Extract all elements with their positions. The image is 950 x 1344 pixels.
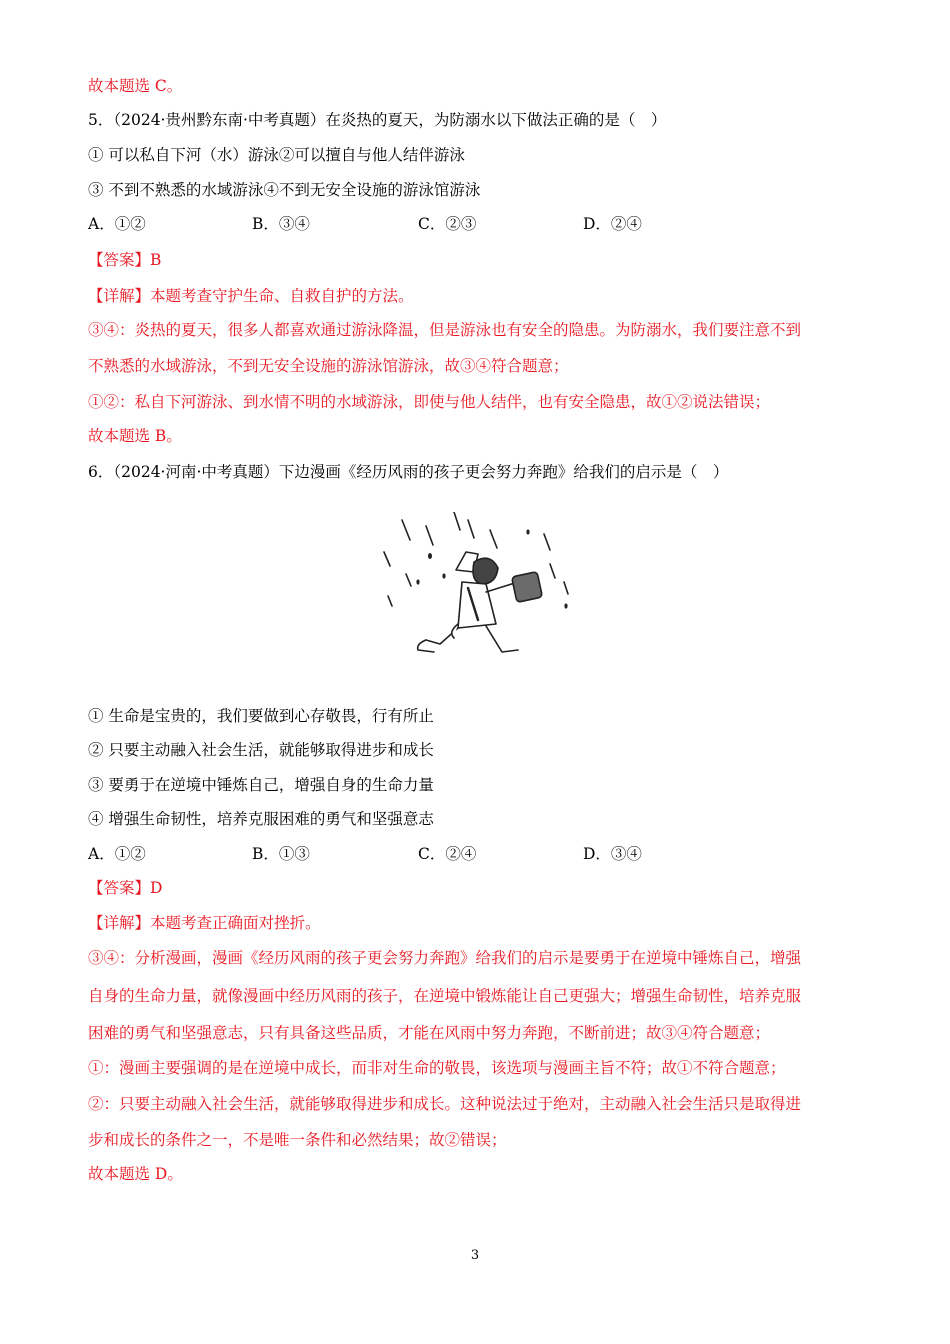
- q6-item1: ① 生命是宝贵的，我们要做到心存敬畏，行有所止: [88, 707, 434, 725]
- q5-answer: 【答案】B: [88, 251, 162, 269]
- q6-option-b: B．①③: [252, 845, 310, 863]
- q6-stem: 6．（2024·河南·中考真题）下边漫画《经历风雨的孩子更会努力奔跑》给我们的启示是（ ）: [88, 463, 729, 481]
- q6-answer: 【答案】D: [88, 879, 163, 897]
- q6-item4: ④ 增强生命韧性，培养克服困难的勇气和坚强意志: [88, 810, 434, 828]
- q6-explanation-1b: 自身的生命力量，就像漫画中经历风雨的孩子，在逆境中锻炼能让自己更强大；增强生命韧性，培养克服: [88, 987, 802, 1005]
- q5-detail: 【详解】本题考查守护生命、自救自护的方法。: [88, 287, 414, 305]
- q6-explanation-1a: ③④：分析漫画，漫画《经历风雨的孩子更会努力奔跑》给我们的启示是要勇于在逆境中锤炼自己，增强: [88, 949, 802, 967]
- q6-detail: 【详解】本题考查正确面对挫折。: [88, 914, 321, 932]
- q6-item3: ③ 要勇于在逆境中锤炼自己，增强自身的生命力量: [88, 776, 434, 794]
- q5-explanation-2: ①②：私自下河游泳、到水情不明的水域游泳，即使与他人结伴，也有安全隐患，故①②说法错误；: [88, 393, 771, 411]
- child-figure: [418, 552, 543, 652]
- q6-explanation-1c: 困难的勇气和坚强意志，只有具备这些品质，才能在风雨中努力奔跑，不断前进；故③④符合题意；: [88, 1024, 771, 1042]
- q5-option-b: B．③④: [252, 215, 310, 233]
- q5-stem: 5．（2024·贵州黔东南·中考真题）在炎热的夏天，为防溺水以下做法正确的是（ ）: [88, 111, 667, 129]
- q6-option-a: A．①②: [88, 845, 146, 863]
- q6-explanation-2: ①：漫画主要强调的是在逆境中成长，而非对生命的敬畏，该选项与漫画主旨不符；故①不符合题意；: [88, 1059, 786, 1077]
- q5-option-d: D．②④: [583, 215, 642, 233]
- running-child-in-rain-cartoon: [378, 512, 578, 680]
- page-number: 3: [470, 1248, 480, 1263]
- q5-item1: ① 可以私自下河（水）游泳②可以擅自与他人结伴游泳: [88, 146, 465, 164]
- q5-conclusion: 故本题选 B。: [88, 427, 182, 445]
- q6-item2: ② 只要主动融入社会生活，就能够取得进步和成长: [88, 741, 434, 759]
- q5-item2: ③ 不到不熟悉的水域游泳④不到无安全设施的游泳馆游泳: [88, 181, 481, 199]
- q6-explanation-3b: 步和成长的条件之一，不是唯一条件和必然结果；故②错误；: [88, 1131, 507, 1149]
- q6-conclusion: 故本题选 D。: [88, 1165, 183, 1183]
- prev-conclusion: 故本题选 C。: [88, 77, 183, 95]
- q6-explanation-3a: ②：只要主动融入社会生活，就能够取得进步和成长。这种说法过于绝对，主动融入社会生活只是取得进: [88, 1095, 802, 1113]
- q6-option-d: D．③④: [583, 845, 642, 863]
- q5-option-a: A．①②: [88, 215, 146, 233]
- q5-explanation-1a: ③④：炎热的夏天，很多人都喜欢通过游泳降温，但是游泳也有安全的隐患。为防溺水，我们要注意不到: [88, 321, 802, 339]
- q5-explanation-1b: 不熟悉的水域游泳，不到无安全设施的游泳馆游泳，故③④符合题意；: [88, 357, 569, 375]
- q5-option-c: C．②③: [418, 215, 477, 233]
- q6-option-c: C．②④: [418, 845, 477, 863]
